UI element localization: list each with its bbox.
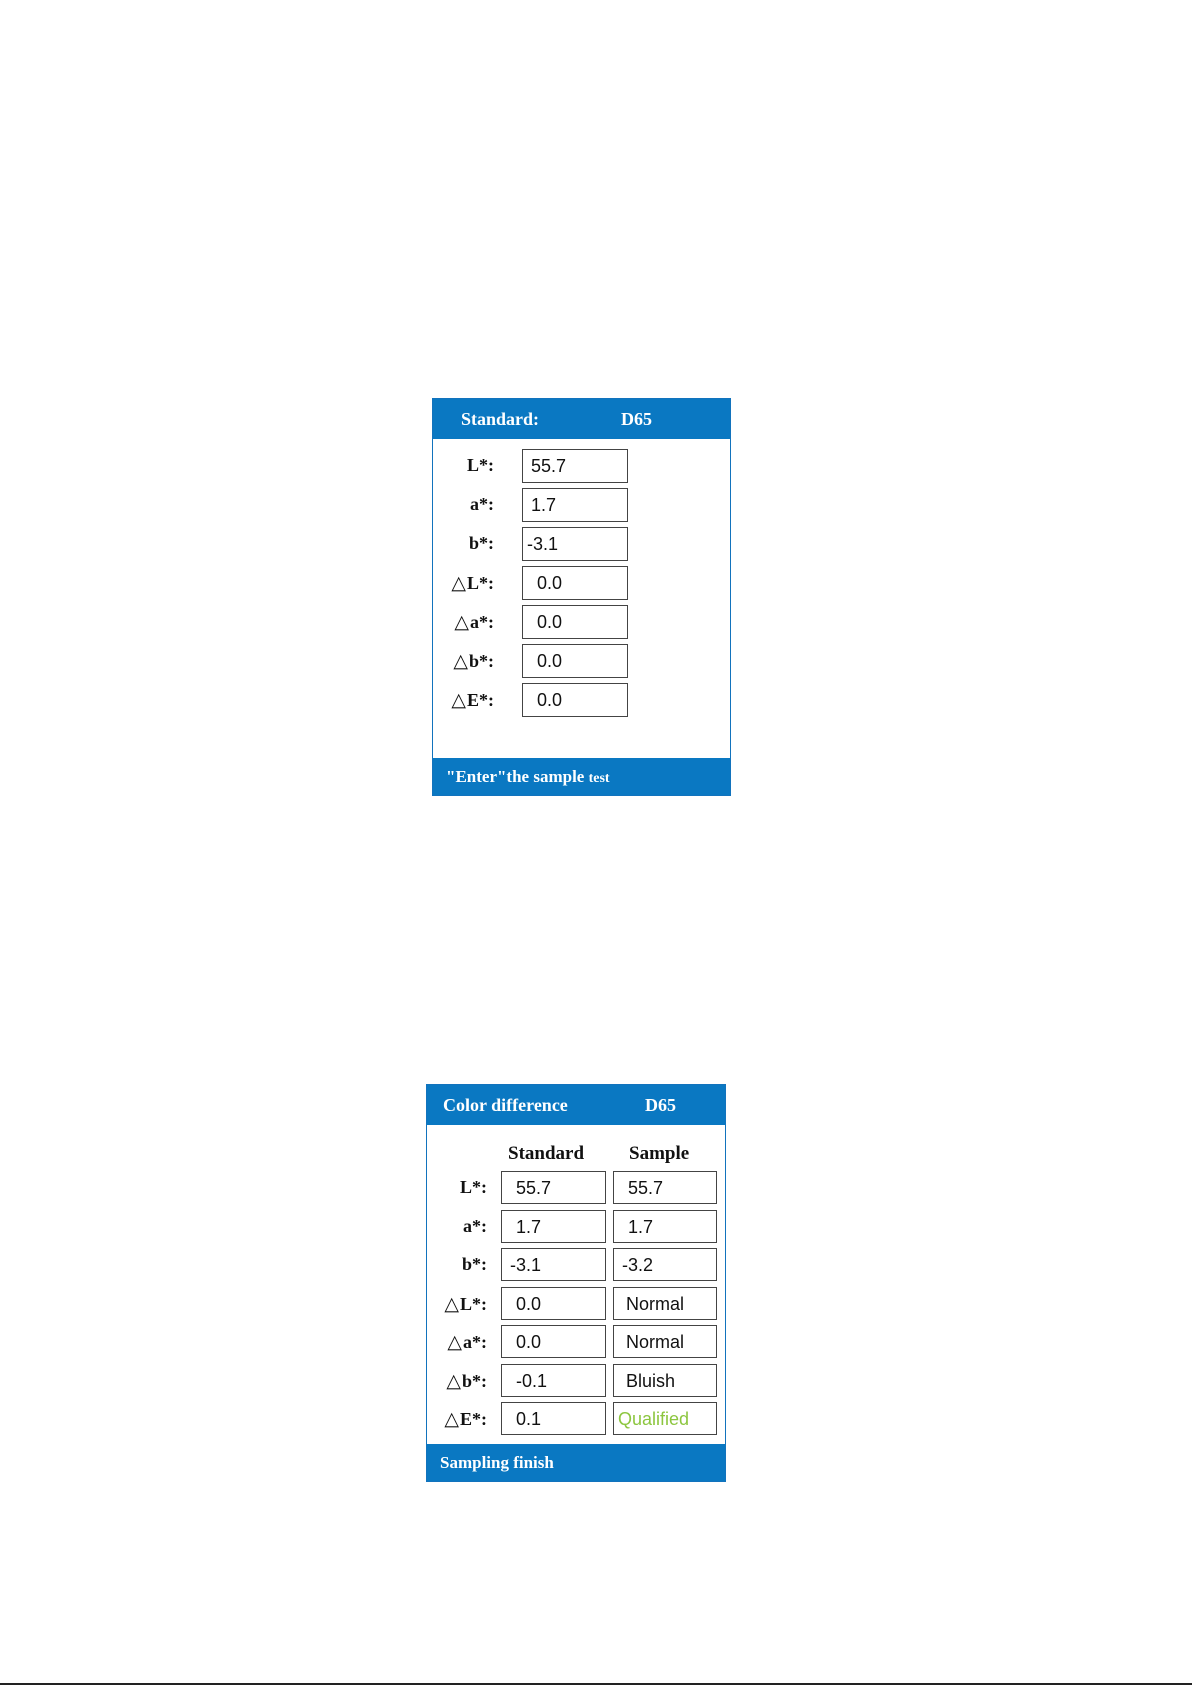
color-difference-row-label-1 (463, 1216, 487, 1237)
standard-row-label-text-6: E*: (467, 690, 494, 710)
standard-value-field: 0.0 (501, 1287, 606, 1320)
standard-row-label-text-0: L*: (467, 455, 494, 475)
column-header-standard: Standard (508, 1143, 585, 1164)
standard-row-label-text-4: a*: (470, 612, 494, 632)
color-difference-footer-text: Sampling finish (440, 1453, 554, 1472)
standard-value-field: 0.0 (501, 1325, 606, 1358)
color-difference-row-label-text-0: L*: (460, 1177, 487, 1197)
standard-value-field: 55.7 (522, 449, 628, 483)
standard-value-field: 0.0 (522, 605, 628, 639)
standard-screen (432, 398, 731, 796)
sample-value-field: 1.7 (613, 1210, 717, 1243)
column-header-sample: Sample (629, 1143, 690, 1164)
sample-value-field: Qualified (613, 1402, 717, 1435)
delta-symbol: △ (453, 651, 468, 672)
color-difference-header-illuminant: D65 (645, 1095, 676, 1115)
color-difference-screen (426, 1084, 726, 1482)
standard-header-title: Standard: (461, 409, 540, 429)
standard-footer-small: test (588, 771, 610, 786)
color-difference-row-label-6 (444, 1408, 487, 1431)
color-difference-row-label-text-5: b*: (461, 1370, 487, 1391)
color-difference-row-label-text-1: a*: (463, 1215, 487, 1236)
standard-row-label-1 (470, 494, 494, 515)
standard-value-field: -3.1 (501, 1248, 606, 1281)
delta-symbol: △ (454, 612, 469, 633)
delta-symbol: △ (444, 1293, 459, 1315)
sample-value-field: Bluish (613, 1364, 717, 1397)
color-difference-row-label-text-3: L*: (460, 1293, 487, 1314)
color-difference-row-label-4 (447, 1331, 487, 1354)
standard-row-label-2 (469, 533, 494, 554)
standard-footer-text (446, 767, 610, 787)
standard-row-label-text-1: a*: (470, 494, 494, 514)
standard-header-bar (433, 399, 730, 439)
sample-value-field: 55.7 (613, 1171, 717, 1204)
standard-row-label-6 (451, 689, 494, 712)
color-difference-row-label-text-2: b*: (461, 1254, 487, 1274)
color-difference-footer-bar (427, 1444, 725, 1481)
standard-value-field: -3.1 (522, 527, 628, 561)
color-difference-row-label-0 (460, 1177, 487, 1198)
color-difference-header-title: Color difference (443, 1095, 568, 1115)
standard-value-field: 0.0 (522, 566, 628, 600)
standard-row-label-text-5: b*: (468, 651, 494, 671)
sample-value-field: -3.2 (613, 1248, 717, 1281)
color-difference-row-label-3 (444, 1293, 487, 1316)
standard-value-field: 0.1 (501, 1402, 606, 1435)
standard-footer-bar (433, 758, 730, 795)
standard-header-illuminant: D65 (621, 409, 652, 429)
sample-value-field: Normal (613, 1287, 717, 1320)
color-difference-row-label-text-6: E*: (460, 1409, 487, 1429)
delta-symbol: △ (451, 573, 466, 594)
color-difference-row-label-5 (446, 1370, 487, 1393)
standard-value-field: 0.0 (522, 644, 628, 678)
standard-row-label-text-2: b*: (468, 533, 494, 553)
delta-symbol: △ (447, 1332, 462, 1353)
standard-value-field: 0.0 (522, 683, 628, 717)
standard-value-field: -0.1 (501, 1364, 606, 1397)
delta-symbol: △ (451, 690, 466, 711)
standard-row-label-text-3: L*: (467, 573, 494, 593)
standard-row-label-4 (454, 611, 494, 634)
color-difference-header-bar (427, 1085, 725, 1125)
sample-value-field: Normal (613, 1325, 717, 1358)
standard-value-field: 1.7 (501, 1210, 606, 1243)
color-difference-row-label-2 (462, 1254, 487, 1275)
standard-row-label-0 (467, 455, 494, 476)
delta-symbol: △ (446, 1370, 461, 1392)
standard-row-label-3 (451, 572, 494, 595)
standard-row-label-5 (453, 650, 494, 673)
color-difference-row-label-text-4: a*: (463, 1332, 487, 1352)
standard-footer-main: "Enter"the sample (446, 767, 589, 786)
standard-value-field: 1.7 (522, 488, 628, 522)
standard-value-field: 55.7 (501, 1171, 606, 1204)
delta-symbol: △ (444, 1409, 459, 1430)
